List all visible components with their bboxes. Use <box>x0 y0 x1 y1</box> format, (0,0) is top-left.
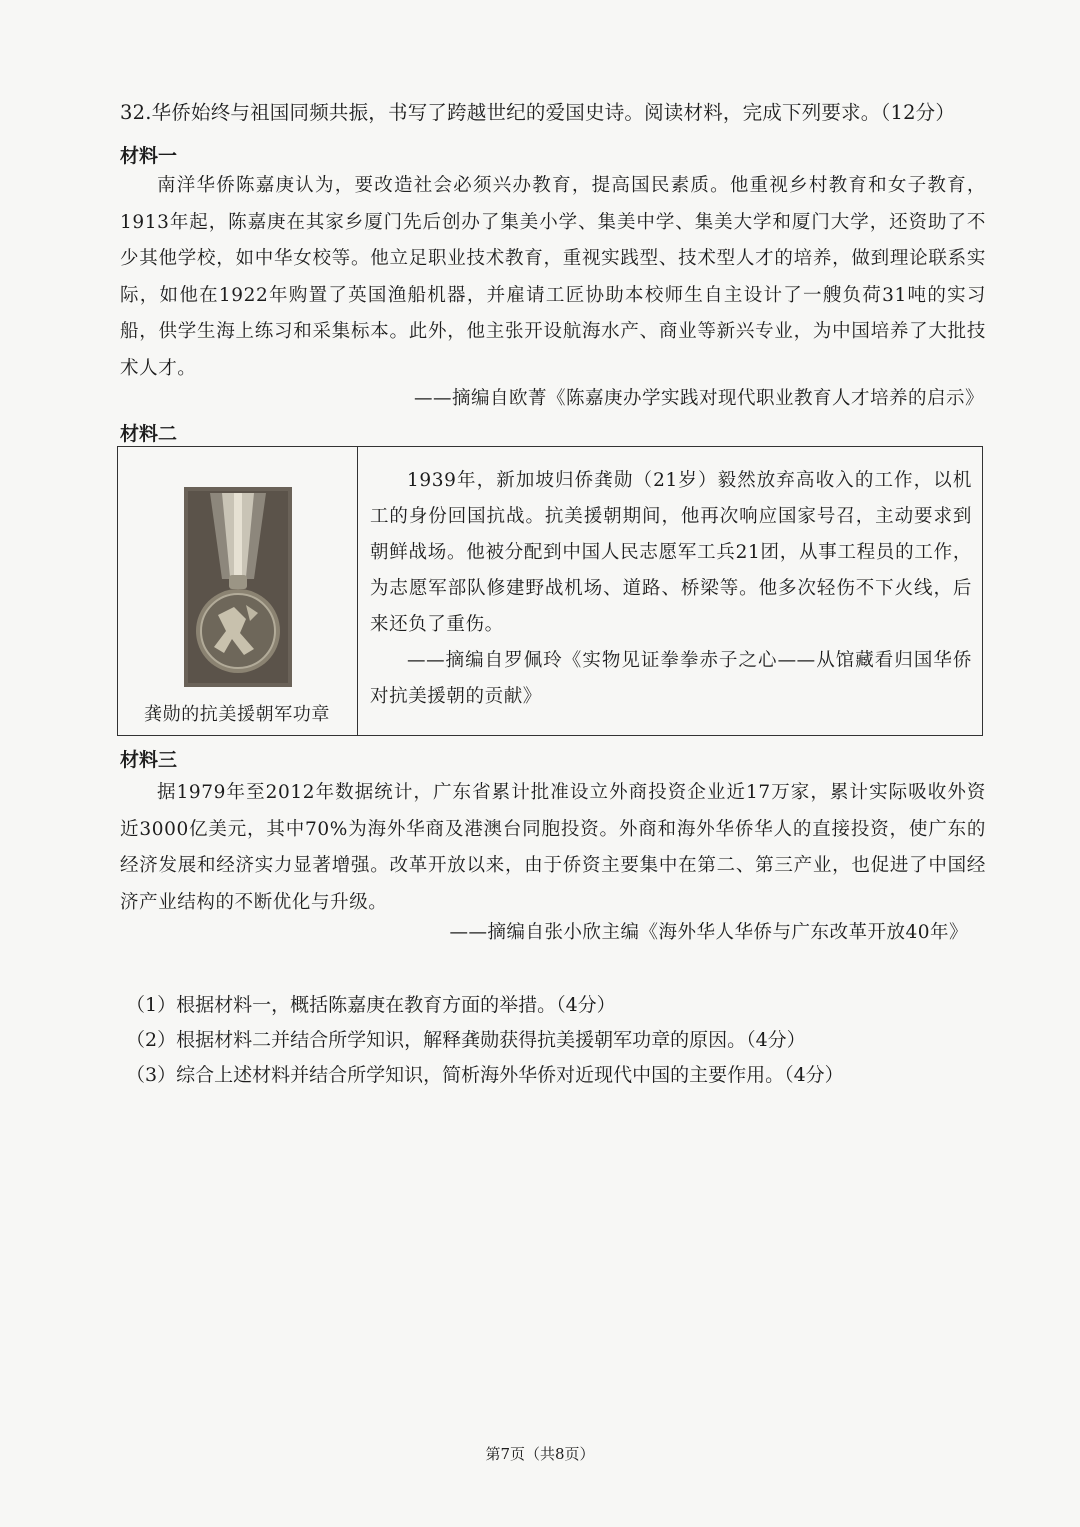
sub-question-3: （3）综合上述材料并结合所学知识，简析海外华侨对近现代中国的主要作用。（4分） <box>126 1064 844 1086</box>
material1-source: ——摘编自欧菁《陈嘉庚办学实践对现代职业教育人才培养的启示》 <box>413 388 984 409</box>
page-number: 第7页（共8页） <box>485 1445 595 1463</box>
material1-label: 材料一 <box>120 145 178 167</box>
sub-question-2: （2）根据材料二并结合所学知识，解释龚勋获得抗美援朝军功章的原因。（4分） <box>126 1029 806 1051</box>
material2-label: 材料二 <box>120 423 178 445</box>
material3-body <box>120 775 986 921</box>
material2-text: 1939年，新加坡归侨龚勋（21岁）毅然放弃高收入的工作，以机工的身份回国抗战。抗美援朝期间，他再次响应国家号召，主动要求到朝鲜战场。他被分配到中国人民志愿军工兵21团，从事工程员的工作，为志愿军部队修建野战机场、道路、桥梁等。他多次轻伤不下火线，后来还负了重伤。 <box>370 470 972 635</box>
question-title: 32.华侨始终与祖国同频共振，书写了跨越世纪的爱国史诗。阅读材料，完成下列要求。（12分） <box>120 101 956 124</box>
material3-label: 材料三 <box>120 749 178 771</box>
material2-image-cell <box>118 447 358 735</box>
material1-text: 南洋华侨陈嘉庚认为，要改造社会必须兴办教育，提高国民素质。他重视乡村教育和女子教育，1913年起，陈嘉庚在其家乡厦门先后创办了集美小学、集美中学、集美大学和厦门大学，还资助了不少其他学校，如中华女校等。他立足职业技术教育，重视实践型、技术型人才的培养，做到理论联系实际，如他在1922年购置了英国渔船机器，并雇请工匠协助本校师生自主设计了一艘负荷31吨的实习船，供学生海上练习和采集标本。此外，他主张开设航海水产、商业等新兴专业，为中国培养了大批技术人才。 <box>120 175 986 379</box>
material2-text-cell <box>370 463 972 715</box>
medal-caption: 龚勋的抗美援朝军功章 <box>144 704 330 725</box>
material3-text: 据1979年至2012年数据统计，广东省累计批准设立外商投资企业近17万家，累计实际吸收外资近3000亿美元，其中70%为海外华商及港澳台同胞投资。外商和海外华侨华人的直接投资，使广东的经济发展和经济实力显著增强。改革开放以来，由于侨资主要集中在第二、第三产业，也促进了中国经济产业结构的不断优化与升级。 <box>120 782 986 913</box>
material2-source: ——摘编自罗佩玲《实物见证拳拳赤子之心——从馆藏看归国华侨对抗美援朝的贡献》 <box>370 650 972 707</box>
material3-source: ——摘编自张小欣主编《海外华人华侨与广东改革开放40年》 <box>449 922 968 943</box>
sub-questions <box>126 988 986 1093</box>
sub-question-1: （1）根据材料一，概括陈嘉庚在教育方面的举措。（4分） <box>126 994 616 1016</box>
material1-body <box>120 168 986 387</box>
material2-table <box>117 446 983 736</box>
medal-image <box>184 487 292 687</box>
